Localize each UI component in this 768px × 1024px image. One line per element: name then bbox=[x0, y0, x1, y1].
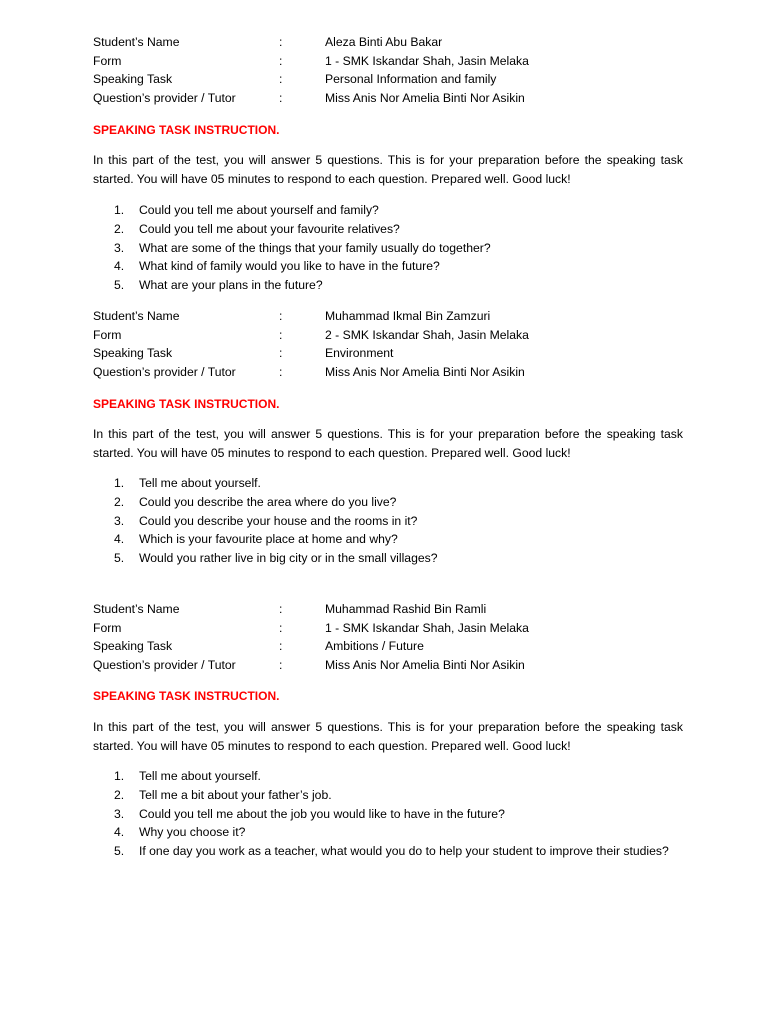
question-text: If one day you work as a teacher, what would you do to help your student to improve their studies? bbox=[139, 844, 669, 859]
question-number: 4. bbox=[114, 259, 125, 274]
form-value: 1 - SMK Iskandar Shah, Jasin Melaka bbox=[325, 53, 529, 68]
field-colon: : bbox=[279, 365, 283, 380]
field-colon: : bbox=[279, 35, 283, 49]
question-item bbox=[0, 220, 768, 239]
question-number: 5. bbox=[114, 278, 125, 293]
instruction-heading: SPEAKING TASK INSTRUCTION. bbox=[93, 397, 280, 411]
field-label: Speaking Task bbox=[93, 72, 173, 87]
student-info-block-3 bbox=[0, 600, 768, 675]
instruction-paragraph: In this part of the test, you will answer 5 questions. This is for your preparation before the speaking task started. You will have 05 minutes to respond to each question. Prepared well. Good luck! bbox=[93, 720, 683, 753]
instruction-paragraph: In this part of the test, you will answer 5 questions. This is for your preparation before the speaking task started. You will have 05 minutes to respond to each question. Prepared well. Good luck! bbox=[93, 153, 683, 186]
instruction-heading: SPEAKING TASK INSTRUCTION. bbox=[93, 689, 280, 703]
field-colon: : bbox=[279, 620, 283, 635]
info-row-form bbox=[0, 326, 768, 345]
question-number: 2. bbox=[114, 787, 125, 802]
student-name-value: Muhammad Rashid Bin Ramli bbox=[325, 602, 487, 616]
question-text: Could you tell me about yourself and family? bbox=[139, 203, 379, 217]
question-text: Could you describe your house and the rooms in it? bbox=[139, 513, 418, 528]
tutor-value: Miss Anis Nor Amelia Binti Nor Asikin bbox=[325, 365, 525, 380]
question-item bbox=[0, 823, 768, 842]
question-item bbox=[0, 493, 768, 512]
question-text: Tell me about yourself. bbox=[139, 769, 261, 783]
question-text: Could you tell me about your favourite relatives? bbox=[139, 221, 400, 236]
speaking-task-value: Environment bbox=[325, 346, 394, 361]
field-label: Question’s provider / Tutor bbox=[93, 365, 236, 380]
question-text: Would you rather live in big city or in the small villages? bbox=[139, 551, 438, 566]
question-list bbox=[0, 767, 768, 861]
question-text: Why you choose it? bbox=[139, 825, 246, 840]
question-number: 1. bbox=[114, 476, 125, 490]
field-colon: : bbox=[279, 327, 283, 342]
form-value: 1 - SMK Iskandar Shah, Jasin Melaka bbox=[325, 620, 529, 635]
info-row-form bbox=[0, 52, 768, 71]
field-colon: : bbox=[279, 658, 283, 673]
question-number: 3. bbox=[114, 806, 125, 821]
field-label: Student’s Name bbox=[93, 602, 180, 616]
field-label: Speaking Task bbox=[93, 639, 173, 654]
student-info-block-1 bbox=[0, 33, 768, 108]
question-item bbox=[0, 842, 768, 861]
question-number: 2. bbox=[114, 221, 125, 236]
question-item bbox=[0, 512, 768, 531]
info-row-name bbox=[0, 307, 768, 326]
field-colon: : bbox=[279, 602, 283, 616]
question-list bbox=[0, 201, 768, 295]
info-row-task bbox=[0, 70, 768, 89]
question-item bbox=[0, 786, 768, 805]
question-number: 1. bbox=[114, 203, 125, 217]
field-colon: : bbox=[279, 91, 283, 106]
field-colon: : bbox=[279, 72, 283, 87]
info-row-task bbox=[0, 637, 768, 656]
question-item bbox=[0, 549, 768, 568]
question-item bbox=[0, 767, 768, 786]
question-text: What are your plans in the future? bbox=[139, 278, 323, 293]
question-number: 2. bbox=[114, 494, 125, 509]
student-name-value: Aleza Binti Abu Bakar bbox=[325, 35, 443, 49]
field-colon: : bbox=[279, 309, 283, 323]
instruction-heading: SPEAKING TASK INSTRUCTION. bbox=[93, 123, 280, 137]
question-item bbox=[0, 201, 768, 220]
question-item bbox=[0, 239, 768, 258]
question-text: Could you tell me about the job you would like to have in the future? bbox=[139, 806, 505, 821]
question-number: 5. bbox=[114, 844, 125, 859]
instruction-paragraph: In this part of the test, you will answer 5 questions. This is for your preparation before the speaking task started. You will have 05 minutes to respond to each question. Prepared well. Good luck! bbox=[93, 427, 683, 460]
field-label: Speaking Task bbox=[93, 346, 173, 361]
info-row-tutor bbox=[0, 89, 768, 108]
question-text: Which is your favourite place at home and why? bbox=[139, 532, 398, 547]
question-number: 3. bbox=[114, 513, 125, 528]
question-number: 4. bbox=[114, 825, 125, 840]
info-row-name bbox=[0, 600, 768, 619]
question-text: What kind of family would you like to have in the future? bbox=[139, 259, 440, 274]
field-label: Form bbox=[93, 620, 122, 635]
question-text: What are some of the things that your family usually do together? bbox=[139, 240, 491, 255]
question-number: 3. bbox=[114, 240, 125, 255]
info-row-tutor bbox=[0, 656, 768, 675]
field-label: Question’s provider / Tutor bbox=[93, 91, 236, 106]
info-row-tutor bbox=[0, 363, 768, 382]
question-list bbox=[0, 474, 768, 568]
question-item bbox=[0, 474, 768, 493]
question-number: 4. bbox=[114, 532, 125, 547]
question-item bbox=[0, 530, 768, 549]
speaking-task-value: Personal Information and family bbox=[325, 72, 497, 87]
student-name-value: Muhammad Ikmal Bin Zamzuri bbox=[325, 309, 491, 323]
form-value: 2 - SMK Iskandar Shah, Jasin Melaka bbox=[325, 327, 529, 342]
question-number: 1. bbox=[114, 769, 125, 783]
question-item bbox=[0, 257, 768, 276]
tutor-value: Miss Anis Nor Amelia Binti Nor Asikin bbox=[325, 91, 525, 106]
field-label: Form bbox=[93, 327, 122, 342]
student-info-block-2 bbox=[0, 307, 768, 382]
field-label: Student’s Name bbox=[93, 35, 180, 49]
info-row-task bbox=[0, 344, 768, 363]
tutor-value: Miss Anis Nor Amelia Binti Nor Asikin bbox=[325, 658, 525, 673]
question-number: 5. bbox=[114, 551, 125, 566]
question-item bbox=[0, 805, 768, 824]
question-text: Tell me a bit about your father’s job. bbox=[139, 787, 332, 802]
field-colon: : bbox=[279, 346, 283, 361]
info-row-form bbox=[0, 619, 768, 638]
speaking-task-value: Ambitions / Future bbox=[325, 639, 424, 654]
question-text: Could you describe the area where do you live? bbox=[139, 494, 397, 509]
field-colon: : bbox=[279, 53, 283, 68]
question-item bbox=[0, 276, 768, 295]
field-colon: : bbox=[279, 639, 283, 654]
field-label: Question’s provider / Tutor bbox=[93, 658, 236, 673]
field-label: Student’s Name bbox=[93, 309, 180, 323]
question-text: Tell me about yourself. bbox=[139, 476, 261, 490]
field-label: Form bbox=[93, 53, 122, 68]
info-row-name bbox=[0, 33, 768, 52]
